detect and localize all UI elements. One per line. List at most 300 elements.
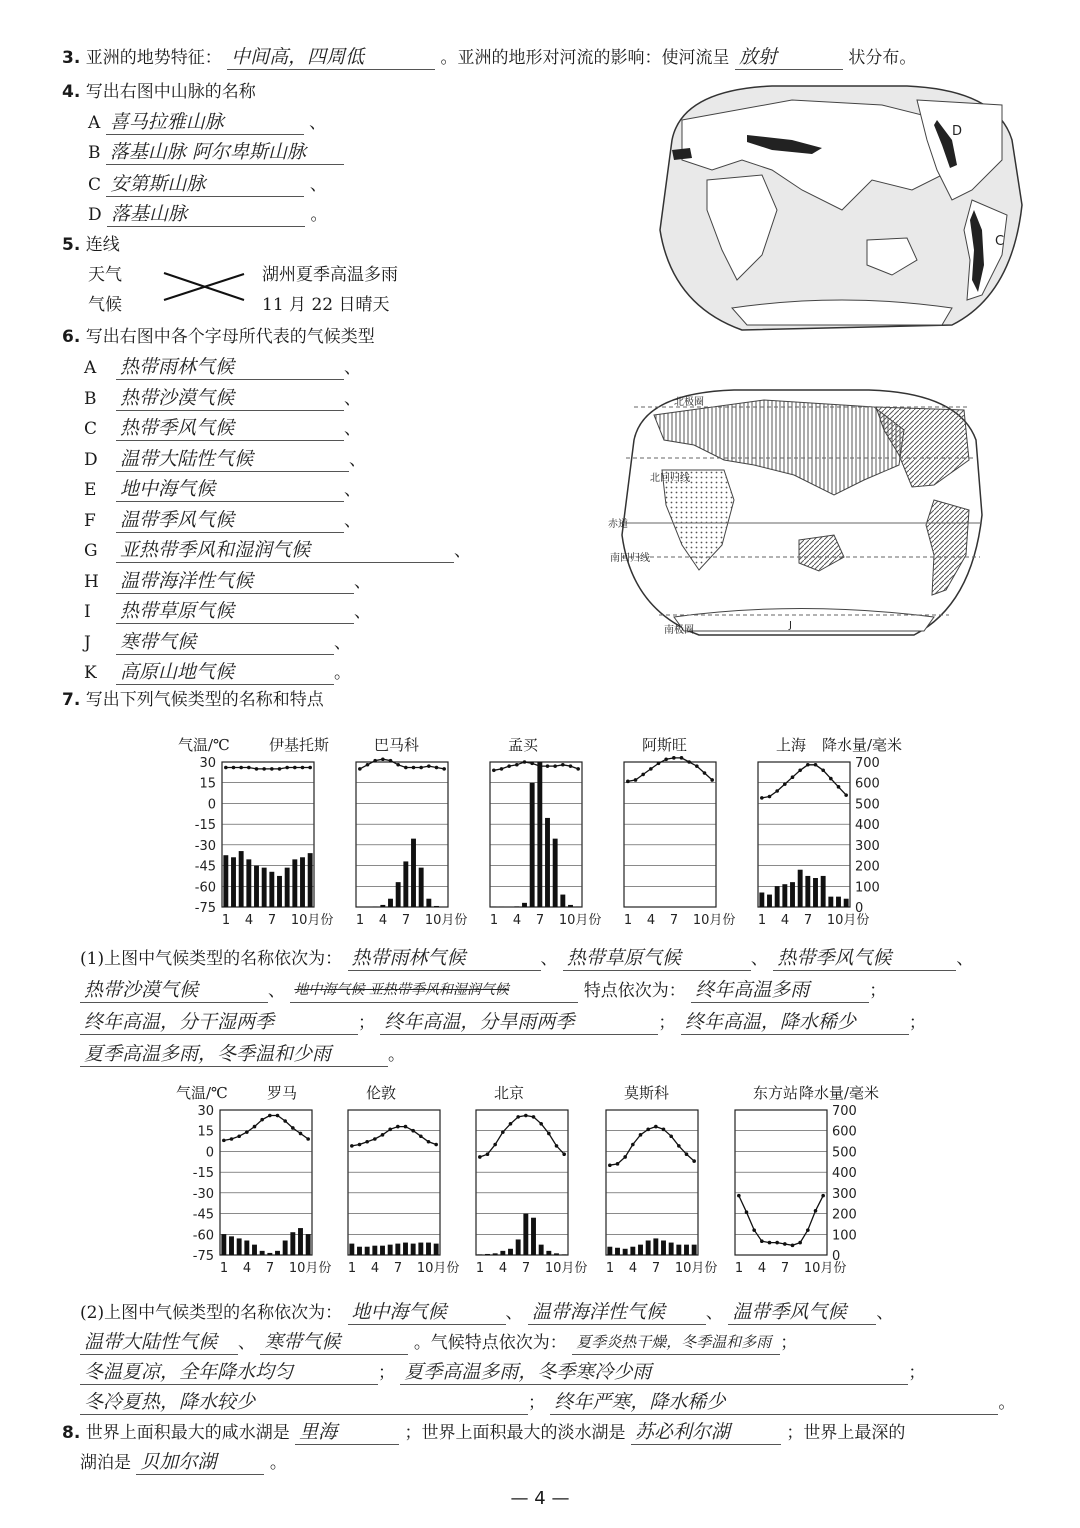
climate-chart-5 (172, 1096, 332, 1281)
temperature-point (358, 767, 362, 771)
temperature-line (360, 759, 444, 769)
x-tick-label: 4 (244, 913, 254, 928)
precip-bar (805, 876, 810, 907)
x-tick-label: 1 (221, 913, 231, 928)
map2-tropic-n-label: 北回归线 (650, 473, 690, 484)
x-tick-label: 1 (475, 1261, 485, 1276)
temperature-point (291, 1126, 295, 1130)
precip-bar (537, 762, 542, 907)
temperature-point (396, 763, 400, 767)
precip-bar (231, 857, 236, 907)
q5-left-1: 天气 (88, 265, 122, 285)
q7-p2-feature-5[interactable]: 终年严寒，降水稀少 (550, 1390, 998, 1415)
temperature-point (538, 764, 542, 768)
climate-chart-9 (735, 1096, 875, 1281)
temperature-point (680, 756, 684, 760)
precip-bar (782, 884, 787, 907)
precip-bar (403, 1243, 408, 1255)
temperature-point (814, 1209, 818, 1213)
q6-letter: A (84, 358, 97, 378)
q4-title: 写出右图中山脉的名称 (85, 82, 256, 102)
q6-end: 、 (344, 480, 361, 500)
temperature-point (783, 1242, 787, 1246)
temperature-point (516, 1115, 520, 1119)
temperature-point (404, 1125, 408, 1129)
x-tick-label: 7 (267, 913, 277, 928)
y-tick-label-precip: 0 (832, 1249, 841, 1264)
q4-item-a (88, 110, 326, 135)
temperature-point (224, 766, 228, 770)
map2-tropic-s-label: 南回归线 (610, 553, 650, 564)
temperature-point (492, 768, 496, 772)
precip-bar (630, 1247, 635, 1255)
temperature-point (837, 785, 841, 789)
temperature-line (762, 765, 846, 798)
precip-bar (798, 870, 803, 907)
q8-text5: 。 (269, 1453, 287, 1473)
q8-answer3[interactable]: 贝加尔湖 (136, 1450, 264, 1475)
precip-bar (546, 1251, 551, 1255)
q6-item-e (84, 477, 361, 502)
climate-chart-2 (489, 748, 602, 933)
temperature-point (283, 1119, 287, 1123)
temperature-point (247, 766, 251, 770)
map2-arctic-label: 北极圈 (674, 397, 704, 408)
precip-bar (676, 1245, 681, 1255)
q6-item-d (84, 447, 366, 472)
temperature-point (539, 1122, 543, 1126)
temperature-point (301, 766, 305, 770)
q7-p2-name-1[interactable]: 地中海气候 (348, 1300, 506, 1325)
x-tick-label: 10月份 (416, 1261, 460, 1276)
temperature-point (389, 759, 393, 763)
q3-answer2[interactable]: 放射 (735, 45, 843, 70)
temperature-point (530, 762, 534, 766)
q6-letter: H (84, 571, 99, 592)
q4-answer-b[interactable]: 落基山脉 阿尔卑斯山脉 (106, 140, 344, 165)
precip-bar (434, 1244, 439, 1255)
precip-bar (388, 899, 393, 907)
q7-p1-feature-5[interactable]: 夏季高温多雨，冬季温和少雨 (80, 1042, 388, 1067)
temperature-point (760, 796, 764, 800)
x-tick-label: 1 (219, 1261, 229, 1276)
precip-bar (523, 1214, 528, 1255)
temperature-point (222, 1139, 226, 1143)
q3-text2: 。亚洲的地形对河流的影响：使河流呈 (440, 48, 730, 68)
precip-bar (514, 906, 519, 907)
map2-antarctic-label: 南极圈 (664, 625, 694, 636)
precip-bar (531, 1218, 536, 1255)
climate-chart-7 (475, 1096, 588, 1281)
y-tick-label-temp: 15 (197, 1124, 214, 1140)
q7-p2-name-5[interactable]: 寒带气候 (260, 1330, 408, 1355)
precip-bar (607, 1247, 612, 1255)
temperature-point (230, 1137, 234, 1141)
precip-bar (411, 1244, 416, 1255)
q8-line2 (80, 1450, 287, 1475)
x-tick-label: 7 (521, 1261, 531, 1276)
precip-bar (426, 899, 431, 907)
q6-item-a (84, 355, 361, 380)
q7-p2-name-4[interactable]: 温带大陆性气候 (80, 1330, 238, 1355)
chart-title: 伊基托斯 (269, 736, 330, 754)
q8-number: 8. (62, 1423, 81, 1443)
precip-bar (669, 1243, 674, 1255)
y-tick-label-precip: 300 (832, 1186, 857, 1202)
chart-ylabel-right: 降水量/毫米 (799, 1084, 880, 1102)
q7-p1-name-3[interactable]: 热带季风气候 (773, 946, 956, 971)
q4-end-c: 、 (309, 175, 327, 195)
temperature-point (293, 766, 297, 770)
temperature-point (685, 1152, 689, 1156)
q5-left-2: 气候 (88, 295, 122, 315)
q8-answer1[interactable]: 里海 (295, 1420, 399, 1445)
precip-bar (244, 1241, 249, 1256)
q7-p1-name-4[interactable]: 热带沙漠气候 (80, 978, 268, 1003)
temperature-point (232, 766, 236, 770)
x-tick-label: 4 (757, 1261, 767, 1276)
world-map-mountains (652, 80, 1027, 335)
q7-p1-feature-4[interactable]: 终年高温，降水稀少 (681, 1010, 909, 1035)
x-tick-label: 4 (242, 1261, 252, 1276)
chart-frame (606, 1110, 698, 1255)
precip-bar (813, 878, 818, 907)
temperature-point (768, 795, 772, 799)
precip-bar (477, 1254, 482, 1255)
q6-end: 、 (349, 449, 366, 470)
y-tick-label-precip: 100 (832, 1228, 857, 1244)
precip-bar (554, 1253, 559, 1255)
precip-bar (283, 1241, 288, 1256)
q6-answer[interactable]: 亚热带季风和湿润气候 (116, 538, 454, 563)
precip-bar (516, 1239, 521, 1255)
q6-letter: F (84, 510, 96, 531)
precip-bar (254, 866, 259, 907)
q6-end: 。 (334, 663, 351, 683)
q6-number: 6. (62, 327, 81, 347)
x-tick-label: 4 (498, 1261, 508, 1276)
chart-frame (735, 1110, 827, 1255)
x-tick-label: 1 (623, 913, 633, 928)
q7-p2-feature-4[interactable]: 冬冷夏热，降水较少 (80, 1390, 528, 1415)
q7-p1-name-2[interactable]: 热带草原气候 (563, 946, 751, 971)
q7-p2-feature-2[interactable]: 冬温夏凉，全年降水均匀 (80, 1360, 378, 1385)
x-tick-label: 10月份 (826, 913, 870, 928)
q4-letter-d: D (88, 205, 102, 225)
q5-title: 连线 (85, 235, 120, 255)
temperature-point (569, 764, 573, 768)
temperature-point (268, 1114, 272, 1118)
precip-bar (434, 906, 439, 907)
q6-end: 、 (344, 510, 361, 531)
precip-bar (277, 876, 282, 907)
q6-item-j (84, 630, 351, 655)
temperature-point (608, 1163, 612, 1167)
temperature-point (745, 1210, 749, 1214)
y-tick-label-temp: -15 (194, 818, 216, 834)
q3-text3: 状分布。 (848, 48, 917, 68)
precip-bar (298, 1228, 303, 1255)
temperature-point (532, 1115, 536, 1119)
q6-answer[interactable]: 热带雨林气候 (116, 355, 344, 380)
temperature-point (507, 764, 511, 768)
temperature-point (616, 1162, 620, 1166)
temperature-point (509, 1122, 513, 1126)
precip-bar (239, 851, 244, 907)
precip-bar (396, 882, 401, 907)
q7-p2-line4: 冬冷夏热，降水较少 ； 终年严寒，降水稀少 。 (80, 1390, 1015, 1415)
q6-title-line (62, 325, 375, 349)
q6-end: 、 (344, 358, 361, 378)
q6-answer[interactable]: 热带草原气候 (116, 599, 354, 624)
q7-p2-feature-3[interactable]: 夏季高温多雨，冬季寒冷少雨 (400, 1360, 908, 1385)
precip-bar (267, 1253, 272, 1255)
x-tick-label: 10月份 (424, 913, 468, 928)
y-tick-label-temp: -45 (192, 1207, 214, 1223)
temperature-point (844, 793, 848, 797)
q7-title: 写出下列气候类型的名称和特点 (85, 690, 324, 710)
q6-letter: K (84, 663, 97, 683)
q6-answer[interactable]: 热带季风气候 (116, 416, 344, 441)
y-tick-label-precip: 600 (855, 776, 880, 792)
mountain-b (672, 148, 692, 160)
q4-letter-c: C (88, 175, 102, 195)
climate-chart-4 (758, 748, 898, 933)
q3-text1: 亚洲的地势特征： (85, 48, 222, 68)
precip-bar (485, 1254, 490, 1255)
temperature-point (760, 1239, 764, 1243)
temperature-point (553, 764, 557, 768)
y-tick-label-precip: 400 (832, 1166, 857, 1182)
precip-bar (260, 1251, 265, 1255)
y-tick-label-temp: 30 (199, 756, 216, 771)
world-map-climates (608, 385, 986, 640)
precip-bar (821, 876, 826, 907)
q7-p1-name-1[interactable]: 热带雨林气候 (348, 946, 541, 971)
q6-answer[interactable]: 温带大陆性气候 (116, 447, 349, 472)
precip-bar (836, 897, 841, 907)
temperature-point (373, 759, 377, 763)
temperature-point (404, 766, 408, 770)
temperature-point (829, 777, 833, 781)
temperature-point (664, 757, 668, 761)
temperature-point (500, 767, 504, 771)
chart-frame (476, 1110, 568, 1255)
q6-answer[interactable]: 温带季风气候 (116, 508, 344, 533)
y-tick-label-temp: -75 (192, 1249, 214, 1264)
q7-p1-feature-3[interactable]: 终年高温，分旱雨两季 (380, 1010, 658, 1035)
q3-answer1[interactable]: 中间高，四周低 (227, 45, 435, 70)
q4-letter-b: B (88, 143, 101, 163)
temperature-point (442, 767, 446, 771)
temperature-point (427, 1140, 431, 1144)
q6-item-b (84, 386, 361, 411)
q7-p1-line2: 热带沙漠气候 、 地中海气候 亚热带季风和湿润气候 特点依次为： 终年高温多雨 ； (80, 978, 886, 1003)
x-tick-label: 1 (757, 913, 767, 928)
q6-item-f (84, 508, 361, 533)
x-tick-label: 10月份 (288, 1261, 332, 1276)
temperature-point (561, 763, 565, 767)
temperature-point (245, 1130, 249, 1134)
temperature-point (692, 1159, 696, 1163)
q7-p1-line1: (1)上图中气候类型的名称依次为： 热带雨林气候 、 热带草原气候 、 热带季风气候 、 (80, 947, 974, 969)
x-tick-label: 7 (401, 913, 411, 928)
chart-title: 巴马科 (374, 736, 420, 754)
temperature-line (352, 1127, 436, 1146)
precip-bar (530, 783, 535, 907)
temperature-point (791, 1244, 795, 1248)
chart-title: 上海 (776, 736, 807, 754)
q6-end: 、 (354, 571, 371, 592)
temperature-point (478, 1155, 482, 1159)
precip-bar (357, 1247, 362, 1255)
q4-answer-c[interactable]: 安第斯山脉 (106, 172, 304, 197)
temperature-point (306, 1137, 310, 1141)
y-tick-label-temp: -75 (194, 901, 216, 916)
map1-label-c: C (995, 234, 1005, 249)
chart-frame (490, 762, 582, 907)
x-tick-label: 1 (347, 1261, 357, 1276)
q6-end: 、 (454, 541, 471, 561)
x-tick-label: 7 (265, 1261, 275, 1276)
y-tick-label-precip: 500 (832, 1145, 857, 1161)
temperature-point (798, 1241, 802, 1245)
precip-bar (388, 1245, 393, 1255)
x-tick-label: 10月份 (558, 913, 602, 928)
temperature-point (515, 763, 519, 767)
q7-p2-line2: 温带大陆性气候 、 寒带气候 。气候特点依次为： 夏季炎热干燥，冬季温和多雨 ； (80, 1330, 797, 1355)
q6-end: 、 (354, 602, 371, 622)
y-tick-label-temp: -60 (192, 1228, 214, 1244)
climate-chart-3 (623, 748, 736, 933)
q7-p1-feature-2[interactable]: 终年高温，分干湿两季 (80, 1010, 358, 1035)
q5-connection-lines[interactable] (160, 270, 250, 305)
precip-bar (292, 859, 297, 907)
temperature-point (239, 766, 243, 770)
temperature-line (610, 1127, 694, 1166)
chart-frame (356, 762, 448, 907)
q8-text2: ；世界上面积最大的淡水湖是 (404, 1423, 626, 1443)
q6-letter: J (84, 632, 91, 653)
q7-p2-line1: (2)上图中气候类型的名称依次为： 地中海气候 、 温带海洋性气候 、 温带季风气候 、 (80, 1301, 894, 1323)
x-tick-label: 7 (803, 913, 813, 928)
q6-letter: B (84, 388, 97, 409)
temperature-point (806, 1228, 810, 1232)
precip-bar (653, 1238, 658, 1255)
temperature-point (695, 764, 699, 768)
y-tick-label-precip: 500 (855, 797, 880, 813)
x-tick-label: 7 (669, 913, 679, 928)
q4-end-a: 、 (309, 113, 327, 133)
y-tick-label-temp: 15 (199, 776, 216, 792)
q7-p1-feature-1[interactable]: 终年高温多雨 (691, 978, 869, 1003)
precip-bar (522, 903, 527, 907)
q4-answer-a[interactable]: 喜马拉雅山脉 (106, 110, 304, 135)
precip-bar (545, 818, 550, 907)
temperature-point (775, 789, 779, 793)
precip-bar (508, 1249, 513, 1255)
temperature-point (821, 1194, 825, 1198)
y-tick-label-precip: 300 (855, 838, 880, 854)
climate-chart-1 (355, 748, 468, 933)
temperature-point (623, 1155, 627, 1159)
chart-frame (624, 762, 716, 907)
temperature-point (381, 1133, 385, 1137)
q6-end: 、 (344, 419, 361, 439)
x-tick-label: 4 (646, 913, 656, 928)
precip-bar (403, 861, 408, 907)
temperature-point (562, 1152, 566, 1156)
temperature-point (547, 1132, 551, 1136)
q6-answer[interactable]: 温带海洋性气候 (116, 569, 354, 594)
temperature-point (524, 1114, 528, 1118)
q8-answer2[interactable]: 苏必利尔湖 (631, 1420, 781, 1445)
precip-bar (828, 897, 833, 907)
temperature-point (672, 756, 676, 760)
y-tick-label-precip: 0 (855, 901, 864, 916)
x-tick-label: 4 (370, 1261, 380, 1276)
temperature-point (641, 773, 645, 777)
q7-p2-name-2[interactable]: 温带海洋性气候 (528, 1300, 706, 1325)
precip-bar (692, 1245, 697, 1255)
q6-letter: E (84, 480, 97, 500)
q4-answer-d[interactable]: 落基山脉 (107, 202, 305, 227)
q4-title-line (62, 80, 256, 104)
climate-chart-0 (174, 748, 334, 933)
q6-item-h (84, 569, 371, 594)
temperature-point (631, 1143, 635, 1147)
temperature-point (791, 775, 795, 779)
q6-answer[interactable]: 地中海气候 (116, 477, 344, 502)
precip-bar (638, 1245, 643, 1255)
precip-bar (223, 855, 228, 907)
q6-letter: I (84, 602, 91, 622)
x-tick-label: 7 (535, 913, 545, 928)
q6-answer[interactable]: 热带沙漠气候 (116, 386, 344, 411)
q6-letter: G (84, 541, 98, 561)
chart-title: 莫斯科 (624, 1084, 670, 1102)
q7-p1-line4: 夏季高温多雨，冬季温和少雨 。 (80, 1042, 405, 1067)
q7-title-line (62, 688, 324, 712)
precip-bar (306, 1234, 311, 1255)
x-tick-label: 7 (780, 1261, 790, 1276)
y-tick-label-precip: 100 (855, 880, 880, 896)
q6-answer[interactable]: 高原山地气候 (116, 660, 334, 685)
chart-ylabel-left: 气温/℃ (178, 736, 230, 754)
temperature-point (260, 1118, 264, 1122)
x-tick-label: 10月份 (544, 1261, 588, 1276)
q8-text4: 湖泊是 (80, 1453, 131, 1473)
map1-antarctica (732, 300, 952, 325)
q7-p2-name-3[interactable]: 温带季风气候 (728, 1300, 876, 1325)
precip-bar (418, 1243, 423, 1255)
temperature-line (224, 1116, 308, 1141)
q7-p1-strike[interactable]: 地中海气候 亚热带季风和湿润气候 (290, 978, 578, 1003)
q6-answer[interactable]: 寒带气候 (116, 630, 334, 655)
precip-bar (775, 886, 780, 907)
q8-text3: ；世界上最深的 (786, 1423, 906, 1443)
temperature-point (278, 767, 282, 771)
temperature-point (634, 778, 638, 782)
q6-item-c (84, 416, 361, 441)
precip-bar (623, 1249, 628, 1255)
q3-number: 3. (62, 48, 81, 68)
q6-end: 、 (344, 388, 361, 409)
temperature-point (373, 1137, 377, 1141)
q7-p2-feature-1[interactable]: 夏季炎热干燥，冬季温和多雨 (572, 1330, 780, 1355)
temperature-point (358, 1143, 362, 1147)
temperature-point (381, 757, 385, 761)
